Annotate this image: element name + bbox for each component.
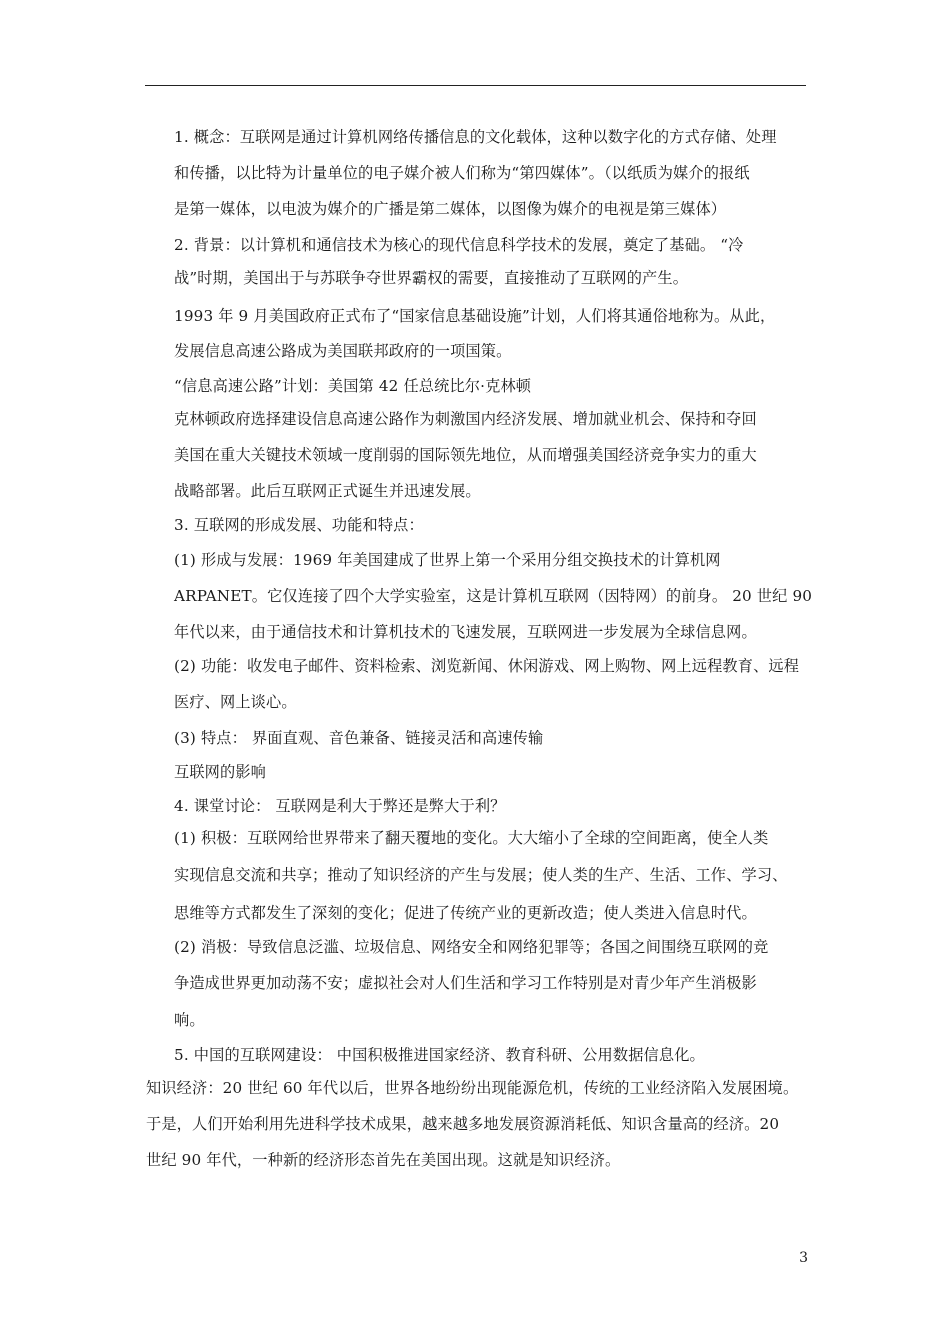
text-line: 1993 年 9 月美国政府正式布了“国家信息基础设施”计划，人们将其通俗地称为。从此，	[174, 307, 776, 325]
text-line: 战”时期，美国出于与苏联争夺世界霸权的需要，直接推动了互联网的产生。	[174, 269, 689, 287]
text-line: 美国在重大关键技术领域一度削弱的国际领先地位，从而增强美国经济竞争实力的重大	[174, 446, 757, 464]
text-line: ARPANET。它仅连接了四个大学实验室，这是计算机互联网（因特网）的前身。 20 世纪 90	[174, 587, 813, 605]
text-line: 5. 中国的互联网建设： 中国积极推进国家经济、教育科研、公用数据信息化。	[174, 1046, 705, 1064]
text-line: 和传播，以比特为计量单位的电子媒介被人们称为“第四媒体”。（以纸质为媒介的报纸	[174, 164, 750, 182]
text-line: 实现信息交流和共享；推动了知识经济的产生与发展；使人类的生产、生活、工作、学习、	[174, 866, 788, 884]
text-line: 知识经济：20 世纪 60 年代以后，世界各地纷纷出现能源危机，传统的工业经济陷入发展困境。	[146, 1079, 799, 1097]
text-line: 发展信息高速公路成为美国联邦政府的一项国策。	[174, 342, 512, 360]
text-line: 响。	[174, 1011, 205, 1029]
text-line: (2) 功能：收发电子邮件、资料检索、浏览新闻、休闲游戏、网上购物、网上远程教育、远程	[174, 657, 800, 675]
text-line: (1) 形成与发展：1969 年美国建成了世界上第一个采用分组交换技术的计算机网	[174, 551, 721, 569]
text-line: “信息高速公路”计划：美国第 42 任总统比尔·克林顿	[174, 377, 532, 395]
text-line: (2) 消极：导致信息泛滥、垃圾信息、网络安全和网络犯罪等；各国之间围绕互联网的竞	[174, 938, 769, 956]
text-line: 医疗、网上谈心。	[174, 693, 297, 711]
text-line: 战略部署。此后互联网正式诞生并迅速发展。	[174, 482, 481, 500]
text-line: (1) 积极：互联网给世界带来了翻天覆地的变化。大大缩小了全球的空间距离，使全人类	[174, 829, 769, 847]
text-line: 4. 课堂讨论： 互联网是利大于弊还是弊大于利？	[174, 797, 506, 815]
text-line: 年代以来，由于通信技术和计算机技术的飞速发展，互联网进一步发展为全球信息网。	[174, 623, 757, 641]
text-line: 2. 背景：以计算机和通信技术为核心的现代信息科学技术的发展，奠定了基础。 “冷	[174, 236, 744, 254]
text-line: 互联网的影响	[174, 763, 267, 781]
text-line: 争造成世界更加动荡不安；虚拟社会对人们生活和学习工作特别是对青少年产生消极影	[174, 974, 757, 992]
text-line: 思维等方式都发生了深刻的变化；促进了传统产业的更新改造；使人类进入信息时代。	[174, 904, 757, 922]
text-line: 世纪 90 年代，一种新的经济形态首先在美国出现。这就是知识经济。	[146, 1151, 621, 1169]
text-line: 1. 概念：互联网是通过计算机网络传播信息的文化载体，这种以数字化的方式存储、处理	[174, 128, 777, 146]
text-line: 3. 互联网的形成发展、功能和特点：	[174, 516, 424, 534]
text-line: 克林顿政府选择建设信息高速公路作为刺激国内经济发展、增加就业机会、保持和夺回	[174, 410, 757, 428]
text-line: 是第一媒体，以电波为媒介的广播是第二媒体，以图像为媒介的电视是第三媒体）	[174, 200, 727, 218]
text-line: 于是，人们开始利用先进科学技术成果，越来越多地发展资源消耗低、知识含量高的经济。20	[146, 1115, 780, 1133]
text-line: (3) 特点： 界面直观、音色兼备、链接灵活和高速传输	[174, 729, 544, 747]
page-number: 3	[799, 1250, 808, 1266]
